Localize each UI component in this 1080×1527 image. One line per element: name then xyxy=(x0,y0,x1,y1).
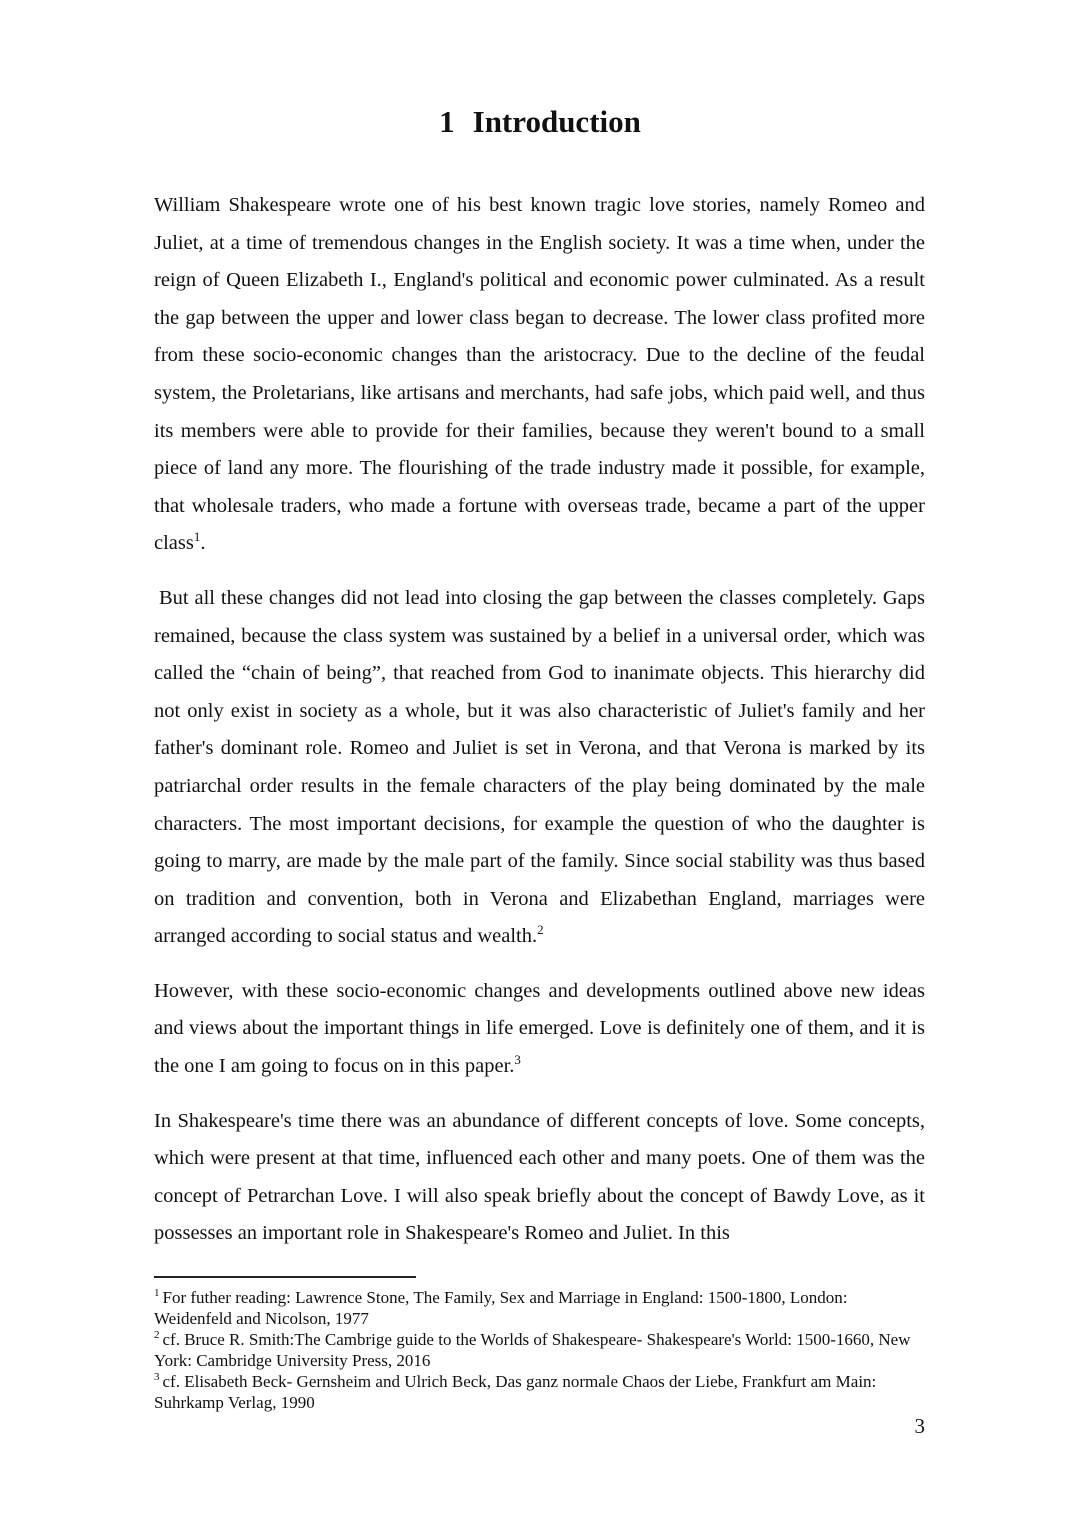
paragraph xyxy=(154,187,925,563)
section-title: Introduction xyxy=(472,104,641,139)
paragraph-text: But all these changes did not lead into closing the gap between the classes completely. Gaps remained, because the class system was sustained by a belief in a universal order, which was called the “chain of being”, that reached from God to inanimate objects. This hierarchy did not only exist in society as a whole, but it was also characteristic of Juliet's family and her father's dominant role. Romeo and Juliet is set in Verona, and that Verona is marked by its patriarchal order results in the female characters of the play being dominated by the male characters. The most important decisions, for example the question of who the daughter is going to marry, are made by the male part of the family. Since social stability was thus based on tradition and convention, both in Verona and Elizabethan England, marriages were arranged according to social status and wealth. xyxy=(154,586,925,948)
paragraph xyxy=(154,1103,925,1253)
footnote xyxy=(154,1371,914,1413)
paragraph xyxy=(154,580,925,956)
footnote-reference: 2 xyxy=(537,922,544,938)
footnote xyxy=(154,1329,914,1371)
footnote-marker: 2 xyxy=(154,1329,160,1342)
footnote-marker: 3 xyxy=(154,1371,160,1384)
footnote-marker: 1 xyxy=(154,1287,160,1300)
footnote-text: For futher reading: Lawrence Stone, The Family, Sex and Marriage in England: 1500-1800, London: Weidenfeld and Nicolson, 1977 xyxy=(154,1288,848,1328)
page-number: 3 xyxy=(914,1414,925,1438)
footnote xyxy=(154,1287,914,1329)
footnotes xyxy=(154,1287,914,1413)
footnote-reference: 3 xyxy=(514,1052,521,1068)
section-heading xyxy=(0,100,1080,144)
footnote-text: cf. Elisabeth Beck- Gernsheim and Ulrich Beck, Das ganz normale Chaos der Liebe, Frankfurt am Main: Suhrkamp Verlag, 1990 xyxy=(154,1372,877,1412)
footnote-separator xyxy=(154,1276,416,1278)
section-number: 1 xyxy=(439,104,455,139)
paragraph-text: In Shakespeare's time there was an abundance of different concepts of love. Some concepts, which were present at that time, influenced each other and many poets. One of them was the concept of Petrarchan Love. I will also speak briefly about the concept of Bawdy Love, as it possesses an important role in Shakespeare's Romeo and Juliet. In this xyxy=(154,1109,925,1245)
paragraph-text: However, with these socio-economic changes and developments outlined above new ideas and views about the important things in life emerged. Love is definitely one of them, and it is the one I am going to focus on in this paper. xyxy=(154,979,925,1078)
body-text xyxy=(154,187,925,1270)
footnote-text: cf. Bruce R. Smith:The Cambrige guide to the Worlds of Shakespeare- Shakespeare's World: 1500-1660, New York: Cambridge University Press, 2016 xyxy=(154,1330,911,1370)
paragraph-tail: . xyxy=(200,532,206,555)
paragraph xyxy=(154,973,925,1086)
footnote-reference: 1 xyxy=(193,529,201,545)
paragraph-text: William Shakespeare wrote one of his best known tragic love stories, namely Romeo and Juliet, at a time of tremendous changes in the English society. It was a time when, under the reign of Queen Elizabeth I., England's political and economic power culminated. As a result the gap between the upper and lower class began to decrease. The lower class profited more from these socio-economic changes than the aristocracy. Due to the decline of the feudal system, the Proletarians, like artisans and merchants, had safe jobs, which paid well, and thus its members were able to provide for their families, because they weren't bound to a small piece of land any more. The flourishing of the trade industry made it possible, for example, that wholesale traders, who made a fortune with overseas trade, became a part of the upper class xyxy=(154,194,925,555)
